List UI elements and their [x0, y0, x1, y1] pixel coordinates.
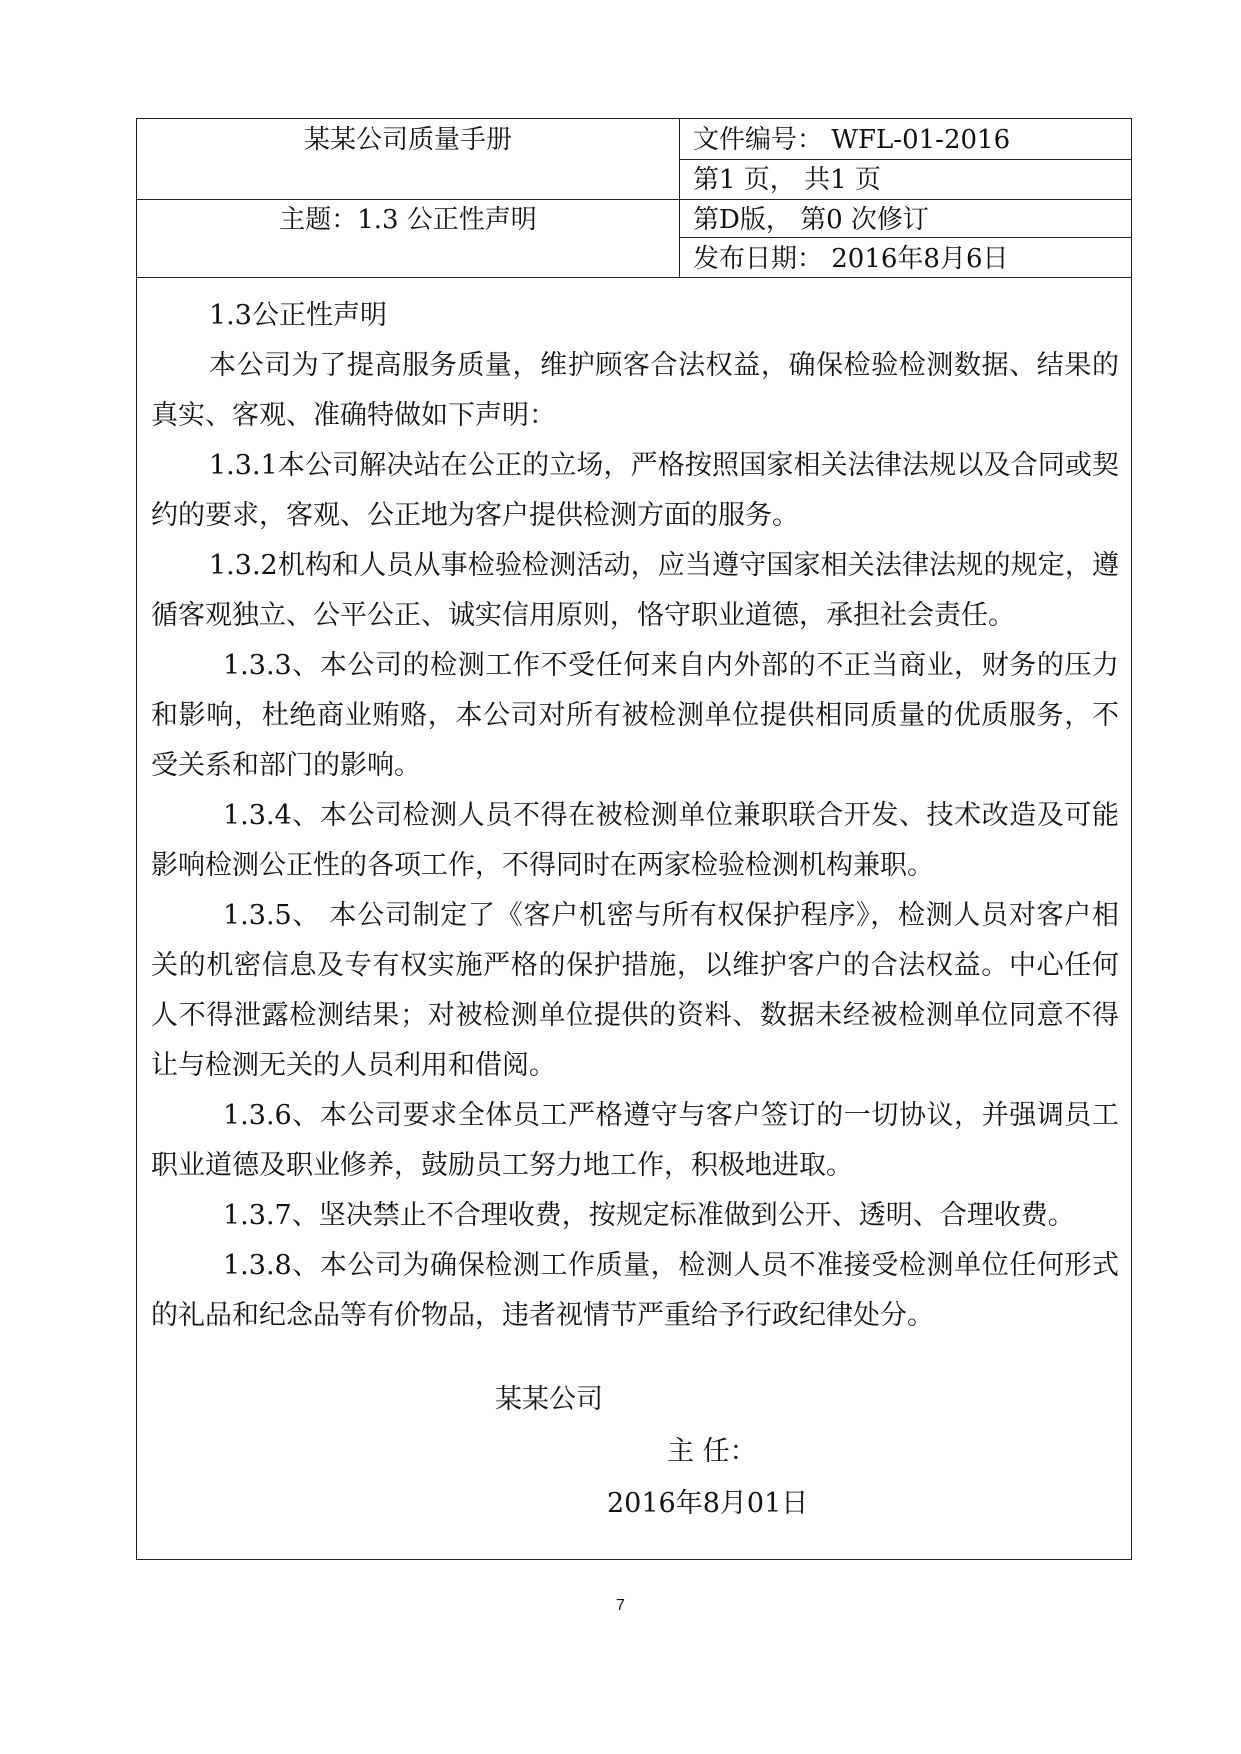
item-1-3-1: 1.3.1本公司解决站在公正的立场，严格按照国家相关法律法规以及合同或契约的要求，客观、公正地为客户提供检测方面的服务。: [151, 450, 1119, 531]
declaration-body: [151, 291, 1119, 1341]
page-info: 第1 页， 共1 页: [693, 165, 881, 195]
page-number: 7: [616, 1597, 625, 1614]
header-divider-bottom: [137, 277, 1131, 278]
header-divider-vertical: [679, 119, 680, 277]
subject: 主题：1.3 公正性声明: [279, 205, 537, 235]
item-1-3-4: 1.3.4、本公司检测人员不得在被检测单位兼职联合开发、技术改造及可能影响检测公正性的各项工作，不得同时在两家检验检测机构兼职。: [151, 800, 1119, 881]
signature-date: 2016年8月01日: [607, 1488, 809, 1519]
item-1-3-7: 1.3.7、坚决禁止不合理收费，按规定标准做到公开、透明、合理收费。: [223, 1200, 1075, 1231]
document-frame: [136, 118, 1132, 1560]
manual-title: 某某公司质量手册: [303, 125, 512, 155]
version: 第D版， 第0 次修订: [693, 205, 929, 235]
signature-director: 主 任：: [667, 1436, 757, 1467]
header-divider-right-1: [679, 159, 1131, 160]
item-1-3-5: 1.3.5、 本公司制定了《客户机密与所有权保护程序》，检测人员对客户相关的机密信息及专有权实施严格的保护措施，以维护客户的合法权益。中心任何人不得泄露检测结果；对被检测单位提供的资料、数据未经被检测单位同意不得让与检测无关的人员利用和借阅。: [151, 900, 1119, 1081]
header-divider-right-2: [679, 237, 1131, 238]
publish-date: 发布日期： 2016年8月6日: [693, 244, 1009, 274]
doc-number: 文件编号： WFL-01-2016: [693, 125, 1011, 155]
item-1-3-8: 1.3.8、本公司为确保检测工作质量，检测人员不准接受检测单位任何形式的礼品和纪念品等有价物品，违者视情节严重给予行政纪律处分。: [151, 1250, 1119, 1331]
header-divider-middle: [137, 199, 1131, 200]
signature-company: 某某公司: [495, 1384, 603, 1415]
item-1-3-3: 1.3.3、本公司的检测工作不受任何来自内外部的不正当商业，财务的压力和影响，杜绝商业贿赂，本公司对所有被检测单位提供相同质量的优质服务，不受关系和部门的影响。: [151, 650, 1119, 781]
item-1-3-2: 1.3.2机构和人员从事检验检测活动，应当遵守国家相关法律法规的规定，遵循客观独立、公平公正、诚实信用原则，恪守职业道德，承担社会责任。: [151, 550, 1119, 631]
section-title: 1.3公正性声明: [209, 300, 387, 331]
item-1-3-6: 1.3.6、本公司要求全体员工严格遵守与客户签订的一切协议，并强调员工职业道德及职业修养，鼓励员工努力地工作，积极地进取。: [151, 1100, 1119, 1181]
intro-paragraph: 本公司为了提高服务质量，维护顾客合法权益，确保检验检测数据、结果的真实、客观、准确特做如下声明：: [151, 350, 1119, 431]
